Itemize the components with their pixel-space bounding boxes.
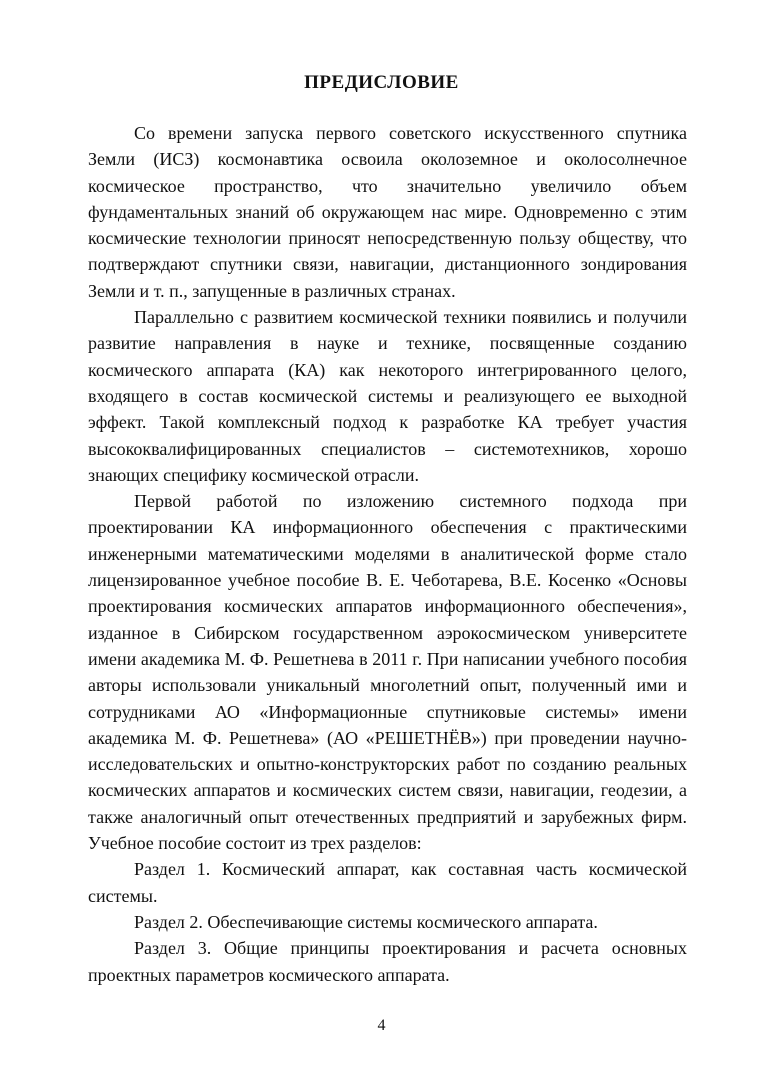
paragraph-3: Первой работой по изложению системного подхода при проектировании КА информационного обеспечения с практическими инженерными математическими моделями в аналитической форме стало лицензированное учебное пособие В. Е. Чеботарева, В.Е. Косенко «Основы проектирования космических аппаратов информационного обеспечения», изданное в Сибирском государственном аэрокосмическом университете имени академика М. Ф. Решетнева в 2011 г. При написании учебного пособия авторы использовали уникальный многолетний опыт, полученный ими и сотрудниками АО «Информационные спутниковые системы» имени академика М. Ф. Решетнева» (АО «РЕШЕТНЁВ») при проведении научно-исследовательских и опытно-конструкторских работ по созданию реальных космических аппаратов и космических систем связи, навигации, геодезии, а также аналогичный опыт отечественных предприятий и зарубежных фирм. Учебное пособие состоит из трех разделов: (88, 491, 687, 854)
paragraph-2: Параллельно с развитием космической техники появились и получили развитие направления в науке и технике, посвященные созданию космического аппарата (КА) как некоторого интегрированного целого, входящего в состав космической системы и реализующего ее выходной эффект. Такой комплексный подход к разработке КА требует участия высококвалифицированных специалистов – системотехников, хорошо знающих специфику космической отрасли. (88, 307, 687, 485)
page-title: ПРЕДИСЛОВИЕ (304, 72, 459, 93)
section-item-2: Раздел 2. Обеспечивающие системы космического аппарата. (134, 911, 598, 932)
section-item-3: Раздел 3. Общие принципы проектирования и расчета основных проектных параметров космического аппарата. (88, 938, 687, 985)
body-text (88, 120, 687, 988)
paragraph-1: Со времени запуска первого советского искусственного спутника Земли (ИСЗ) космонавтика освоила околоземное и околосолнечное космическое пространство, что значительно увеличило объем фундаментальных знаний об окружающем нас мире. Одновременно с этим космические технологии приносят непосредственную пользу обществу, что подтверждают спутники связи, навигации, дистанционного зондирования Земли и т. п., запущенные в различных странах. (88, 123, 687, 301)
section-item-1: Раздел 1. Космический аппарат, как составная часть космической системы. (88, 859, 687, 906)
page-number: 4 (377, 1017, 386, 1034)
